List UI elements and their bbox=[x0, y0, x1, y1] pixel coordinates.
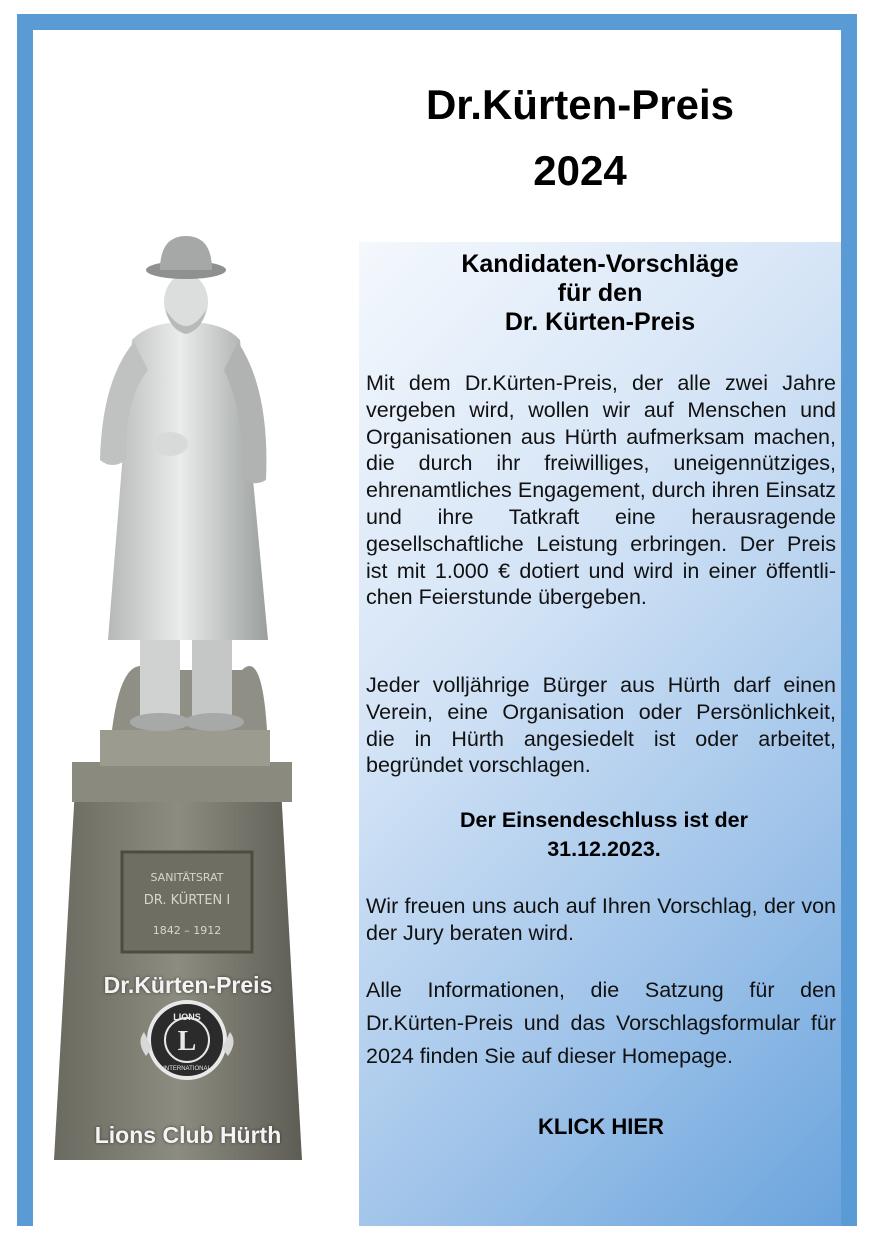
deadline-notice bbox=[366, 806, 842, 864]
click-here-link[interactable]: KLICK HIER bbox=[538, 1114, 664, 1139]
plaque-line-3: 1842 – 1912 bbox=[152, 924, 222, 937]
info-paragraph: Alle Informationen, die Satzung für den Dr.Kürten-Preis und das Vorschlagsformular für 2024 finden Sie auf dieser Homepage. bbox=[366, 978, 836, 1068]
plaque-line-2: DR. KÜRTEN I bbox=[143, 893, 231, 908]
panel-heading-line-2: für den bbox=[557, 279, 643, 307]
statue-caption-club: Lions Club Hürth bbox=[94, 1122, 282, 1148]
title-line-1: Dr.Kürten-Preis bbox=[425, 81, 735, 128]
statue-image bbox=[52, 230, 332, 1160]
invitation-paragraph: Wir freuen uns auch auf Ihren Vorschlag, der von der Jury beraten wird. bbox=[366, 894, 836, 945]
logo-bottom-text: INTERNATIONAL bbox=[163, 1066, 211, 1072]
statue-caption-prize: Dr.Kürten-Preis bbox=[103, 972, 273, 998]
intro-paragraph: Mit dem Dr.Kürten-Preis, der alle zwei Jahre vergeben wird, wollen wir auf Menschen und Organisationen aus Hürth aufmerksam machen, die durch ihr freiwilliges, uneigennütziges, ehrenamtliches Engagement, durch ihren Einsatz und ihre Tatkraft eine herausragende gesellschaftliche Leistung erbringen. Der Preis ist mit 1.000 € dotiert und wird in einer öffentlichen Feierstunde übergeben. bbox=[366, 371, 836, 610]
panel-heading-line-3: Dr. Kürten-Preis bbox=[504, 308, 696, 336]
title-line-2: 2024 bbox=[533, 147, 627, 194]
panel-heading-line-1: Kandidaten-Vorschläge bbox=[461, 250, 739, 278]
page-title bbox=[340, 72, 820, 204]
logo-top-text: LIONS bbox=[173, 1012, 201, 1022]
deadline-line-1: Der Einsendeschluss ist der bbox=[460, 808, 748, 832]
deadline-line-2: 31.12.2023. bbox=[547, 837, 661, 861]
logo-letter: L bbox=[177, 1026, 197, 1057]
eligibility-paragraph: Jeder volljährige Bürger aus Hürth darf einen Verein, eine Organisation oder Persönlichkeit, die in Hürth angesiedelt ist oder arbeitet, begründet vorschlagen. bbox=[366, 673, 836, 778]
plaque-line-1: SANITÄTSRAT bbox=[150, 871, 224, 884]
panel-heading bbox=[359, 250, 841, 337]
